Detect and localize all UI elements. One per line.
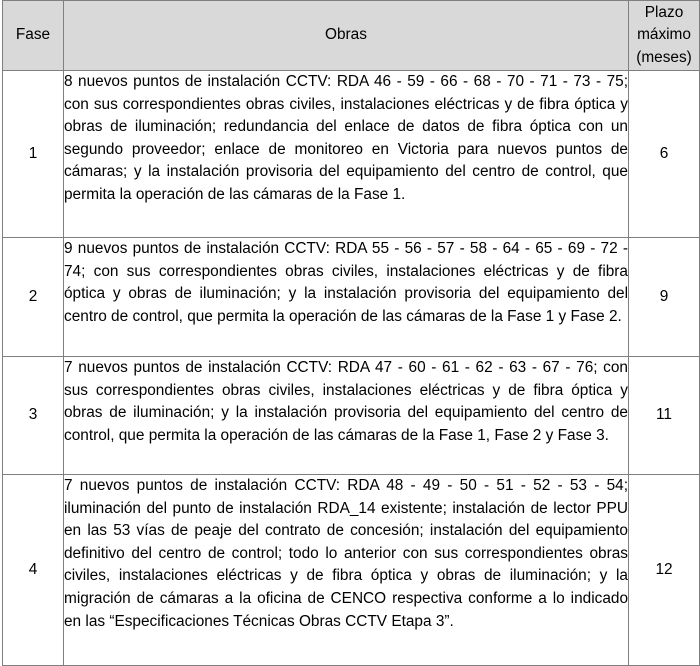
cell-fase: 1 [3, 71, 64, 238]
table-header-row [3, 1, 700, 71]
cell-plazo: 6 [629, 71, 700, 238]
table-row [3, 238, 700, 357]
cell-plazo: 11 [629, 357, 700, 475]
header-plazo-line1: Plazo [644, 3, 684, 21]
phases-table [2, 0, 700, 666]
header-plazo [629, 1, 700, 71]
header-plazo-line3: (meses) [636, 48, 692, 66]
header-plazo-line2: máximo [637, 26, 691, 44]
cell-plazo: 12 [629, 475, 700, 666]
table-row [3, 475, 700, 666]
cell-obras: 9 nuevos puntos de instalación CCTV: RDA 55 - 56 - 57 - 58 - 64 - 65 - 69 - 72 - 74; con sus correspondientes obras civiles, instalaciones eléctricas y de fibra óptica y obras de iluminación; y la instalación provisoria del equipamiento del centro de control, que permita la operación de las cámaras de la Fase 1 y Fase 2. [64, 238, 629, 357]
cell-fase: 3 [3, 357, 64, 475]
header-fase: Fase [3, 1, 64, 71]
cell-fase: 4 [3, 475, 64, 666]
cell-plazo: 9 [629, 238, 700, 357]
table-row [3, 357, 700, 475]
cell-fase: 2 [3, 238, 64, 357]
cell-obras: 7 nuevos puntos de instalación CCTV: RDA 48 - 49 - 50 - 51 - 52 - 53 - 54; iluminación del punto de instalación RDA_14 existente; instalación de lector PPU en las 53 vías de peaje del contrato de concesión; instalación del equipamiento definitivo del centro de control; todo lo anterior con sus correspondientes obras civiles, instalaciones eléctricas y de fibra óptica y obras de iluminación; y la migración de cámaras a la oficina de CENCO respectiva conforme a lo indicado en las “Especificaciones Técnicas Obras CCTV Etapa 3”. [64, 475, 629, 666]
cell-obras: 8 nuevos puntos de instalación CCTV: RDA 46 - 59 - 66 - 68 - 70 - 71 - 73 - 75; con sus correspondientes obras civiles, instalaciones eléctricas y de fibra óptica y obras de iluminación; redundancia del enlace de datos de fibra óptica con un segundo proveedor; enlace de monitoreo en Victoria para nuevos puntos de cámaras; y la instalación provisoria del equipamiento del centro de control, que permita la operación de las cámaras de la Fase 1. [64, 71, 629, 238]
table-row [3, 71, 700, 238]
cell-obras: 7 nuevos puntos de instalación CCTV: RDA 47 - 60 - 61 - 62 - 63 - 67 - 76; con sus correspondientes obras civiles, instalaciones eléctricas y de fibra óptica y obras de iluminación; y la instalación provisoria del equipamiento del centro de control, que permita la operación de las cámaras de la Fase 1, Fase 2 y Fase 3. [64, 357, 629, 475]
header-obras: Obras [64, 1, 629, 71]
